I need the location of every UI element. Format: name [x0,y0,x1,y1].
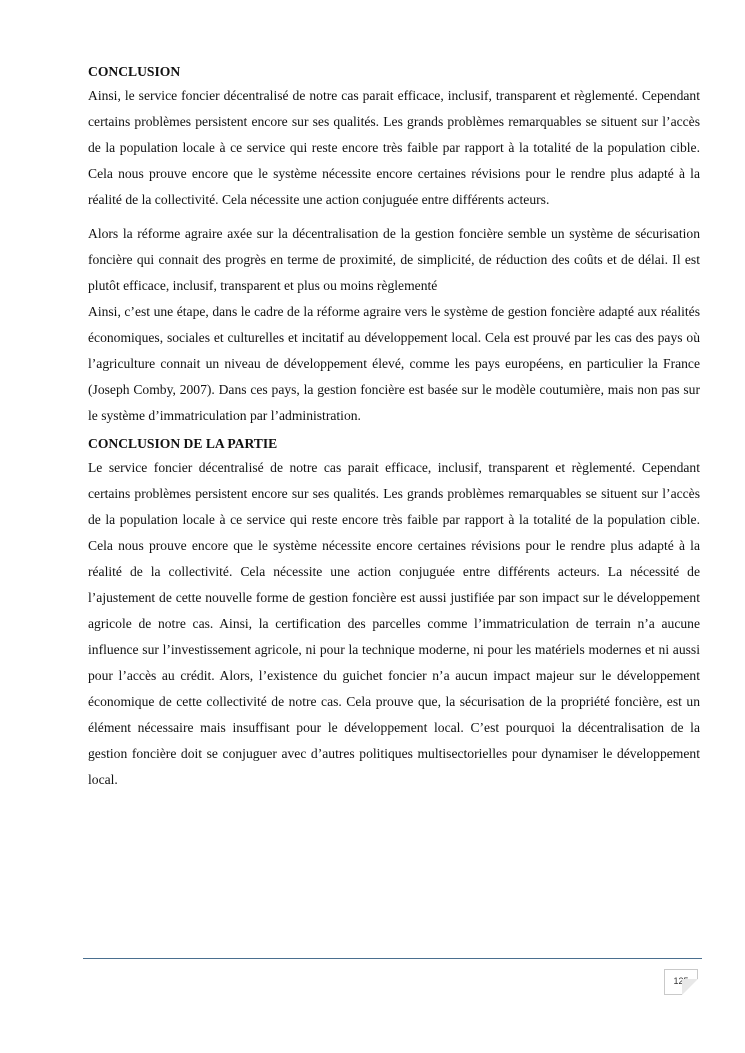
page-number: 125 [673,976,689,986]
paragraph-conclusion-partie: Le service foncier décentralisé de notre cas parait efficace, inclusif, transparent et règlementé. Cependant certains problèmes persistent encore sur ses qualités. Les grands problèmes remarquables se situent sur l’accès de la population locale à ce service qui reste encore très faible par rapport à la totalité de la population cible. Cela nous prouve encore que le système nécessite encore certaines révisions pour le rendre plus adapté à la réalité de la collectivité. Cela nécessite une action conjuguée entre différents acteurs. La nécessité de l’ajustement de cette nouvelle forme de gestion foncière est aussi justifiée par son impact sur le développement agricole de notre cas. Ainsi, la certification des parcelles comme l’immatriculation de terrain n’a aucune influence sur l’investissement agricole, ni pour la technique moderne, ni pour les matériels modernes et ni aussi pour l’accès au crédit. Alors, l’existence du guichet foncier n’a aucun impact majeur sur le développement économique de cette collectivité de notre cas. Cela prouve que, la sécurisation de la propriété foncière, est un élément nécessaire mais insuffisant pour le développement local. C’est pourquoi la décentralisation de la gestion foncière doit se conjuguer avec d’autres politiques multisectorielles pour dynamiser le développement local. [88,460,700,787]
page-number-box [664,969,698,995]
document-body [88,61,700,793]
paragraph-conclusion-1: Ainsi, le service foncier décentralisé de notre cas parait efficace, inclusif, transparent et règlementé. Cependant certains problèmes persistent encore sur ses qualités. Les grands problèmes remarquables se situent sur l’accès de la population locale à ce service qui reste encore très faible par rapport à la totalité de la population cible. Cela nous prouve encore que le système nécessite encore certaines révisions pour le rendre plus adapté à la réalité de la collectivité. Cela nécessite une action conjuguée entre différents acteurs. [88,88,700,207]
section-heading-conclusion-partie: CONCLUSION DE LA PARTIE [88,436,278,451]
paragraph-conclusion-3: Ainsi, c’est une étape, dans le cadre de la réforme agraire vers le système de gestion foncière adapté aux réalités économiques, sociales et culturelles et incitatif au développement local. Cela est prouvé par les cas des pays où l’agriculture connait un niveau de développement élevé, comme les pays européens, en particulier la France (Joseph Comby, 2007). Dans ces pays, la gestion foncière est basée sur le modèle coutumière, mais non pas sur le système d’immatriculation par l’administration. [88,304,700,423]
paragraph-conclusion-2: Alors la réforme agraire axée sur la décentralisation de la gestion foncière semble un système de sécurisation foncière qui connait des progrès en terme de proximité, de simplicité, de réduction des coûts et de délai. Il est plutôt efficace, inclusif, transparent et plus ou moins règlementé [88,226,700,293]
footer-divider [83,958,702,959]
page-curl-icon [682,979,698,995]
section-heading-conclusion: CONCLUSION [88,64,181,79]
